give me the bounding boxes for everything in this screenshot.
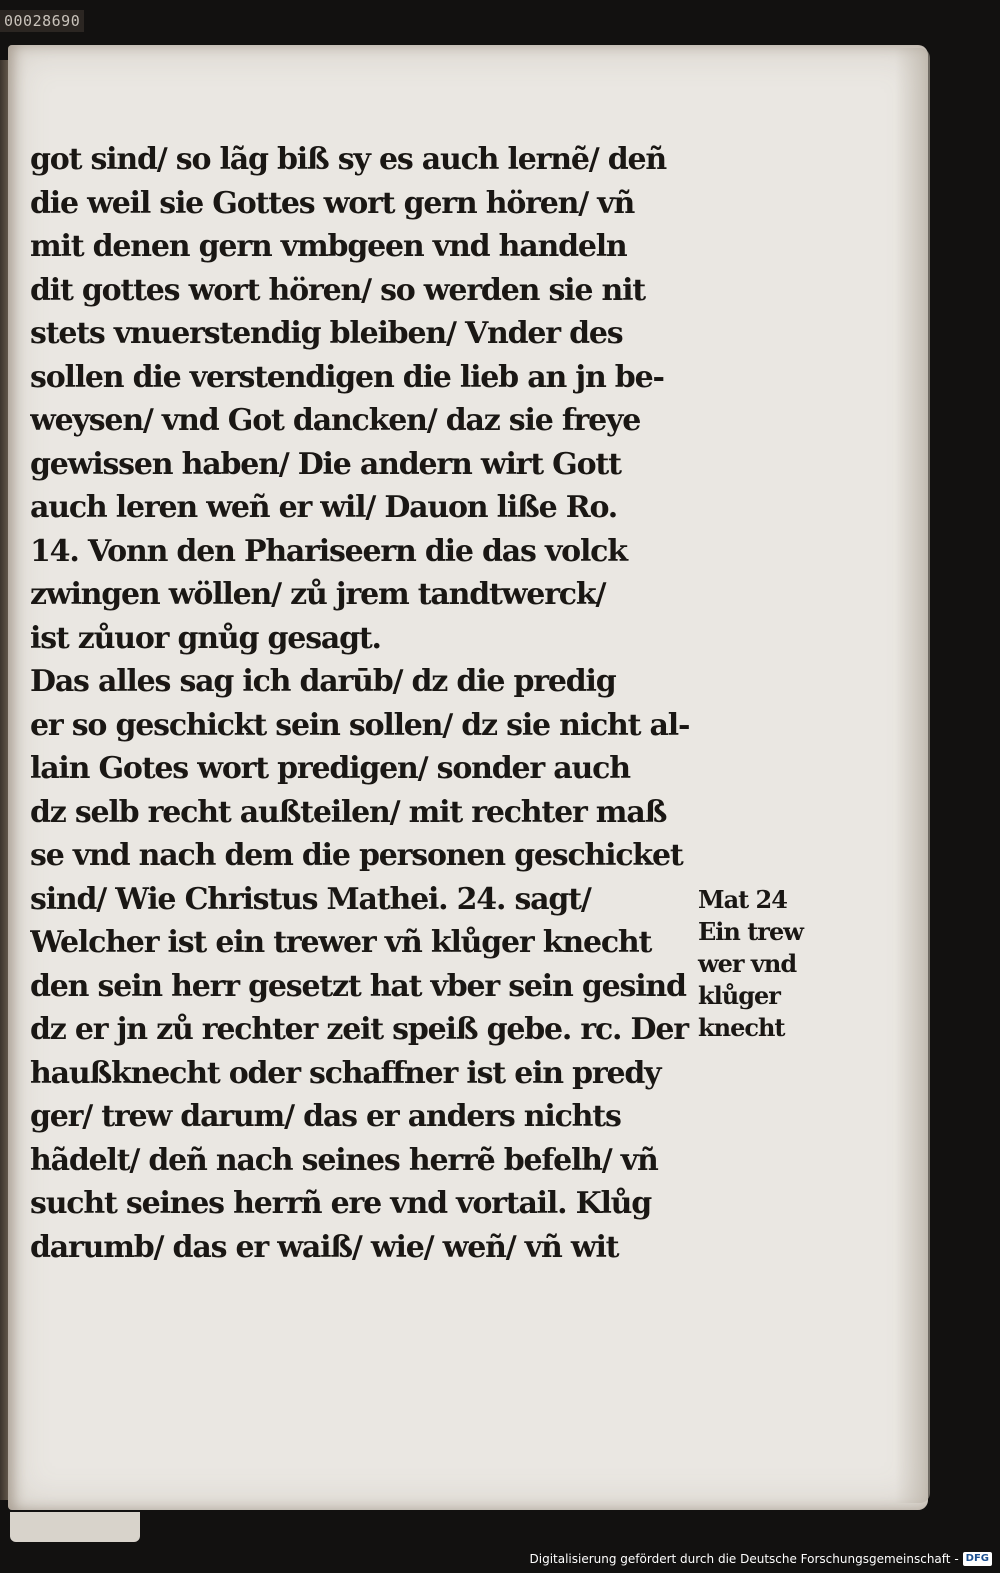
text-line: gewissen haben/ Die andern wirt Gott <box>30 446 621 482</box>
text-line: sucht seines herrñ ere vnd vortail. Klůg <box>30 1186 652 1221</box>
text-line: ist zůuor gnůg gesagt. <box>30 620 381 656</box>
margin-note-line: wer vnd <box>698 949 797 978</box>
page-edge-shadow <box>895 48 930 1503</box>
text-line: Welcher ist ein trewer vñ klůger knecht <box>30 925 652 960</box>
text-line: dz selb recht außteilen/ mit rechter maß <box>30 794 667 830</box>
text-line: Das alles sag ich darūb/ dz die predig <box>30 664 616 699</box>
text-line: die weil sie Gottes wort gern hören/ vñ <box>30 185 635 221</box>
footer-text: Digitalisierung gefördert durch die Deutsche Forschungsgemeinschaft - <box>529 1552 959 1566</box>
text-line: 14. Vonn den Phariseern die das volck <box>30 533 627 569</box>
text-line: darumb/ das er waiß/ wie/ weñ/ vñ wit <box>30 1229 619 1265</box>
text-line: sind/ Wie Christus Mathei. 24. sagt/ <box>30 881 591 917</box>
text-line: hãdelt/ deñ nach seines herrẽ befelh/ vñ <box>30 1142 658 1178</box>
text-line: lain Gotes wort predigen/ sonder auch <box>30 751 630 786</box>
text-line: got sind/ so lãg biß sy es auch lernẽ/ deñ <box>30 142 666 177</box>
text-line: er so geschickt sein sollen/ dz sie nicht al- <box>30 707 690 743</box>
text-line: weysen/ vnd Got dancken/ daz sie freye <box>30 403 641 438</box>
text-line: haußknecht oder schaffner ist ein predy <box>30 1055 661 1091</box>
margin-note-line: Ein trew <box>698 917 803 946</box>
text-line: den sein herr gesetzt hat vber sein gesind <box>30 968 686 1004</box>
text-line: sollen die verstendigen die lieb an jn be- <box>30 359 664 395</box>
margin-note-line: Mat 24 <box>698 885 787 914</box>
margin-note <box>698 884 828 1044</box>
text-line: mit denen gern vmbgeen vnd handeln <box>30 229 627 264</box>
margin-note-line: knecht <box>698 1013 785 1042</box>
text-line: zwingen wöllen/ zů jrem tandtwerck/ <box>30 577 606 612</box>
text-line: dit gottes wort hören/ so werden sie nit <box>30 272 645 308</box>
text-line: auch leren weñ er wil/ Dauon liße Ro. <box>30 490 618 525</box>
text-line: stets vnuerstendig bleiben/ Vnder des <box>30 316 623 351</box>
dfg-logo: DFG <box>963 1552 992 1566</box>
text-line: ger/ trew darum/ das er anders nichts <box>30 1099 621 1134</box>
margin-note-line: klůger <box>698 981 780 1010</box>
body-text <box>30 138 690 1269</box>
text-line: se vnd nach dem die personen geschicket <box>30 838 683 873</box>
text-line: dz er jn zů rechter zeit speiß gebe. rc. Der <box>30 1012 688 1047</box>
page-bottom-tab <box>10 1512 140 1542</box>
funding-footer <box>530 1549 993 1569</box>
scan-id-label: 00028690 <box>0 10 84 32</box>
